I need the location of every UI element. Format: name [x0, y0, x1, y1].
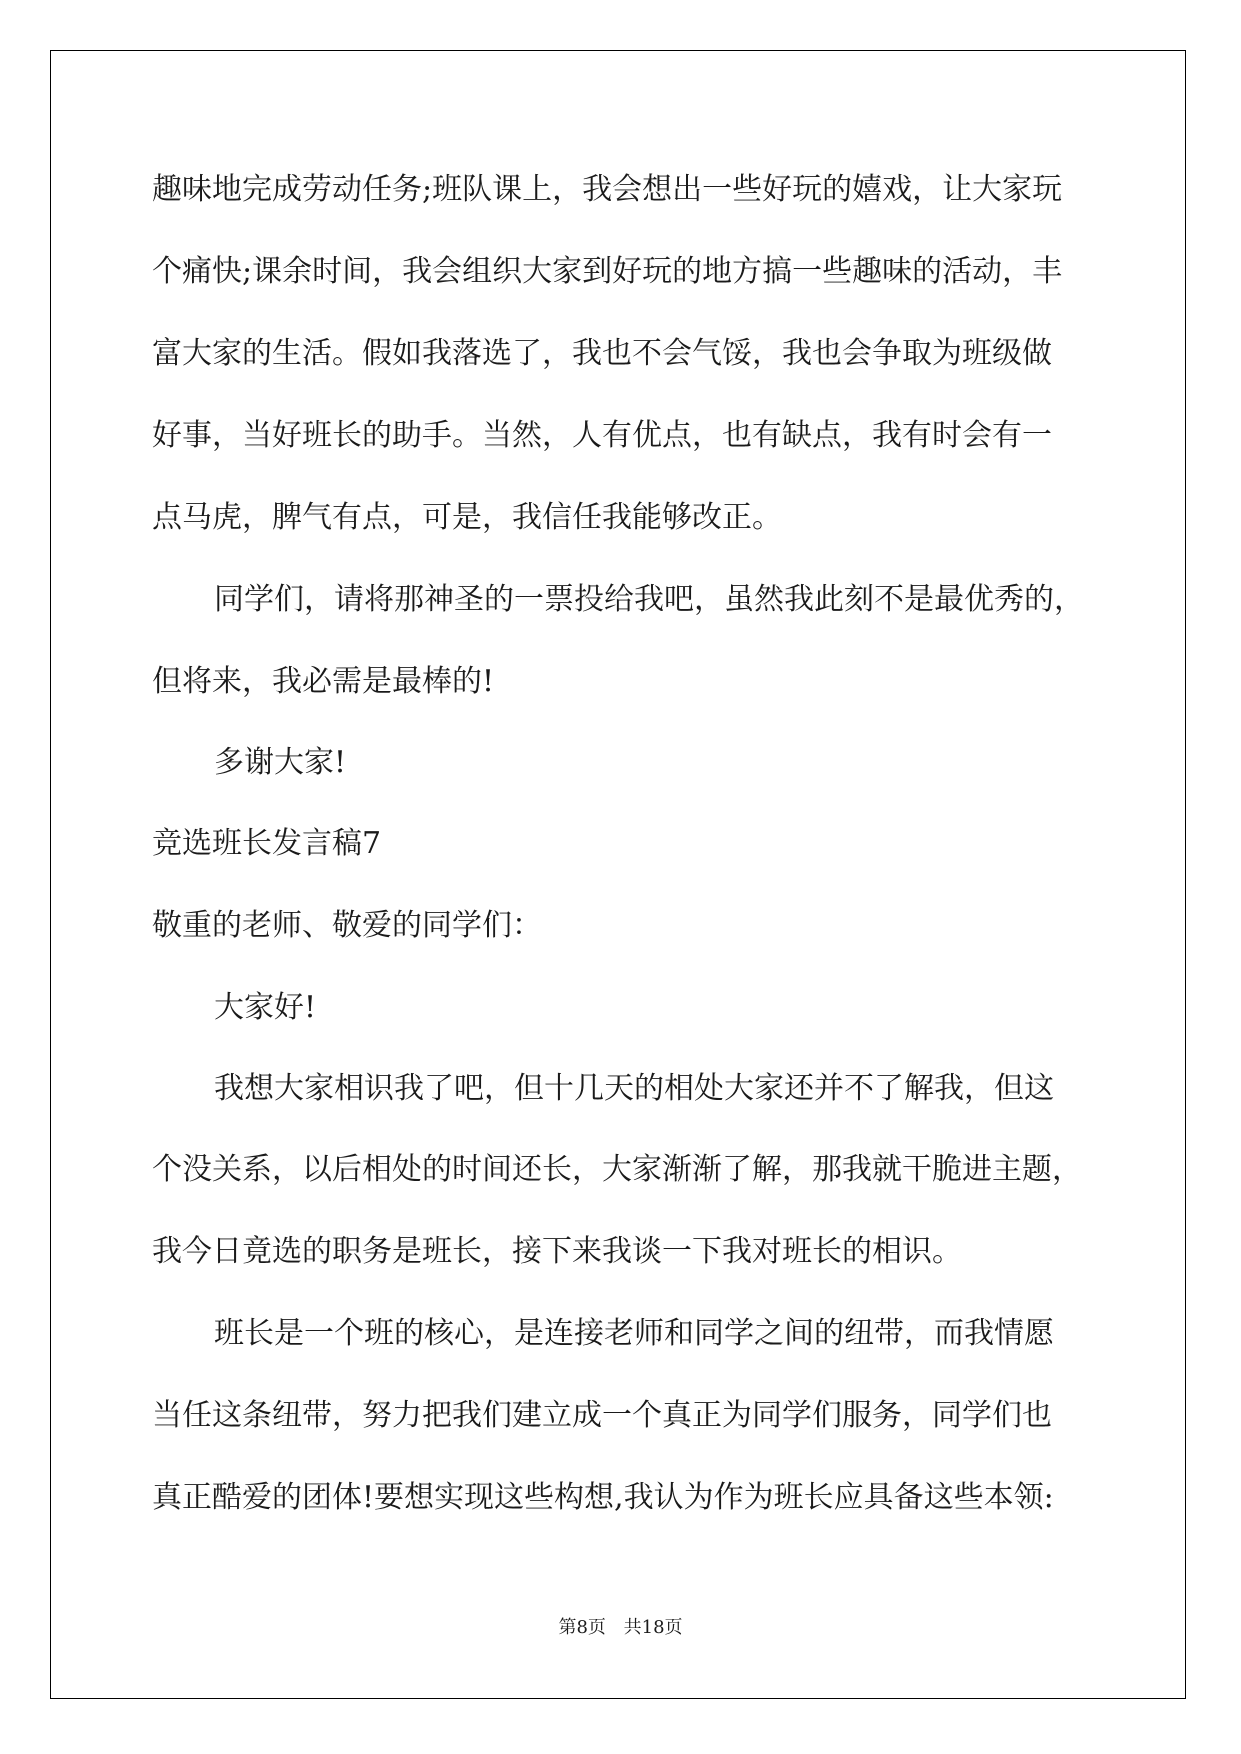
paragraph-line: 我今日竟选的职务是班长，接下来我谈一下我对班长的相识。 — [152, 1234, 962, 1269]
paragraph-line: 多谢大家! — [214, 745, 347, 780]
paragraph-line: 点马虎，脾气有点，可是，我信任我能够改正。 — [152, 500, 782, 535]
paragraph-line: 个没关系，以后相处的时间还长，大家渐渐了解，那我就干脆进主题， — [152, 1152, 1082, 1187]
paragraph-line: 趣味地完成劳动任务;班队课上，我会想出一些好玩的嬉戏，让大家玩 — [152, 172, 1063, 207]
page-footer — [0, 1613, 1241, 1639]
paragraph-line: 但将来，我必需是最棒的! — [152, 664, 495, 699]
paragraph-line: 当任这条纽带，努力把我们建立成一个真正为同学们服务，同学们也 — [152, 1398, 1052, 1433]
paragraph-line: 真正酷爱的团体!要想实现这些构想,我认为作为班长应具备这些本领: — [152, 1480, 1054, 1515]
section-title: 竞选班长发言稿7 — [152, 826, 382, 861]
salutation: 敬重的老师、敬爱的同学们： — [152, 908, 542, 943]
page-total: 共18页 — [623, 1617, 683, 1638]
paragraph-line: 好事，当好班长的助手。当然，人有优点，也有缺点，我有时会有一 — [152, 418, 1052, 453]
paragraph-line: 我想大家相识我了吧，但十几天的相处大家还并不了解我，但这 — [214, 1071, 1054, 1106]
paragraph-line: 班长是一个班的核心，是连接老师和同学之间的纽带，而我情愿 — [214, 1316, 1054, 1351]
paragraph-line: 同学们，请将那神圣的一票投给我吧，虽然我此刻不是最优秀的， — [214, 582, 1084, 617]
greeting: 大家好! — [214, 990, 317, 1025]
page-border — [50, 50, 1186, 1699]
page-number: 第8页 — [558, 1617, 606, 1638]
paragraph-line: 富大家的生活。假如我落选了，我也不会气馁，我也会争取为班级做 — [152, 336, 1052, 371]
paragraph-line: 个痛快;课余时间，我会组织大家到好玩的地方搞一些趣味的活动，丰 — [152, 254, 1063, 289]
